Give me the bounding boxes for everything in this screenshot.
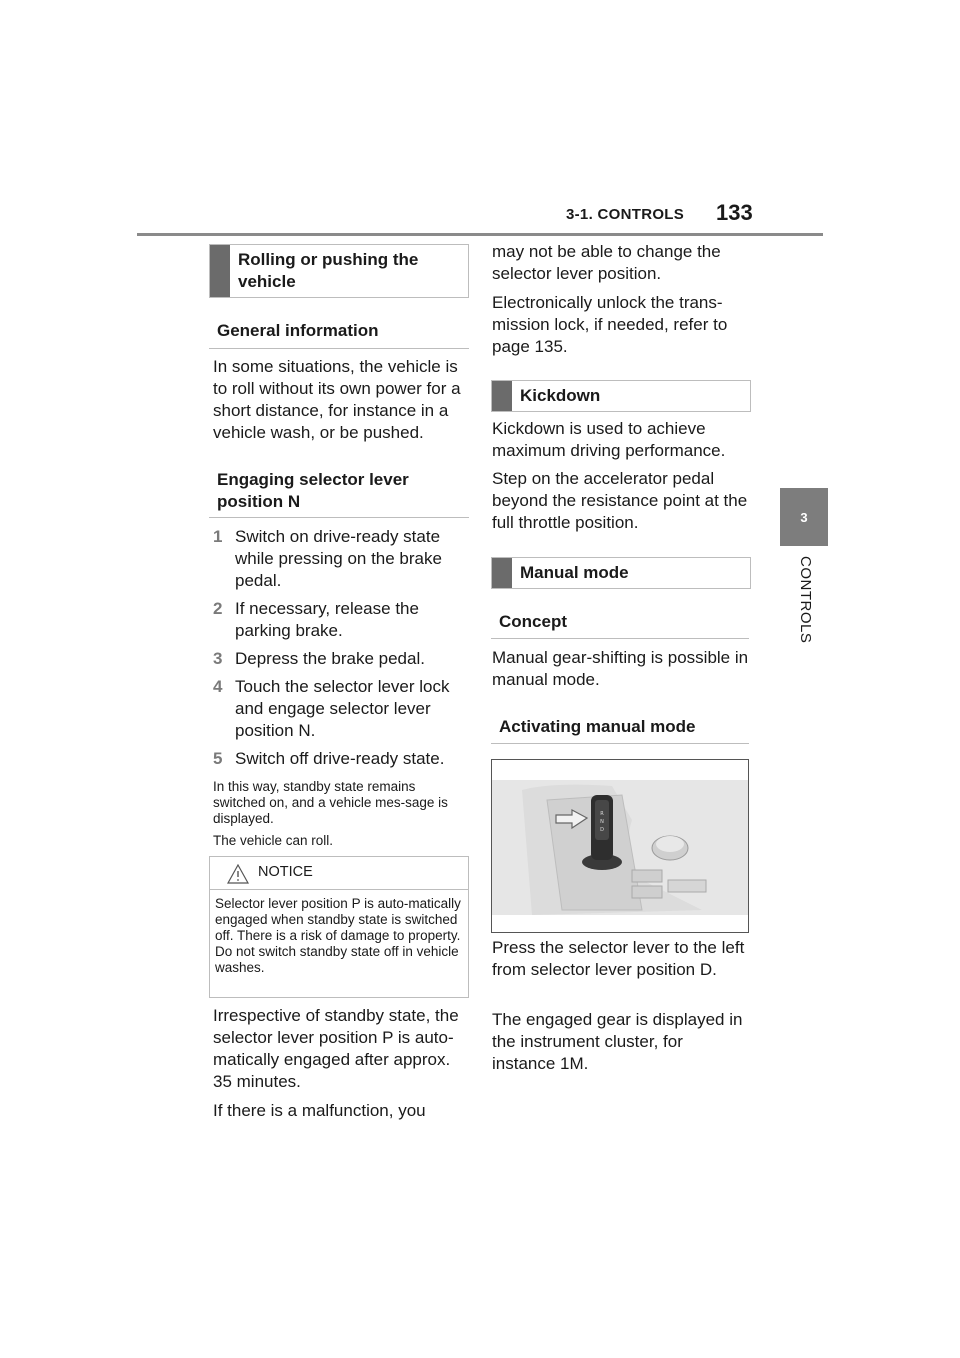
header-rule (137, 233, 823, 236)
chapter-tab: 3 (780, 488, 828, 546)
page-number: 133 (716, 200, 753, 225)
heading-rolling: Rolling or pushing the vehicle (238, 250, 419, 291)
heading-bar (492, 558, 512, 588)
heading-kickdown-box (491, 380, 751, 412)
notice-text: Selector lever position P is auto-matically engaged when standby state is switched off. There is a risk of damage to property. Do not switch standby state off in vehicle washes. (215, 896, 461, 975)
heading-kickdown: Kickdown (520, 386, 601, 405)
para-kickdown-2: Step on the accelerator pedal beyond the resistance point at the full throttle position. (492, 469, 748, 532)
step-text: Switch on drive-ready state while pressing on the brake pedal. (235, 527, 442, 590)
para-kickdown-1: Kickdown is used to achieve maximum driving performance. (492, 419, 726, 460)
steps-list (213, 526, 469, 770)
svg-text:R: R (600, 811, 604, 817)
para-continue: may not be able to change the selector lever position. (492, 242, 721, 283)
notice-label: NOTICE (258, 864, 313, 880)
note-roll: The vehicle can roll. (213, 833, 334, 848)
step-item (213, 676, 469, 742)
para-general: In some situations, the vehicle is to roll without its own power for a short distance, for instance in a vehicle wash, or be pushed. (213, 357, 461, 442)
para-press: Press the selector lever to the left from selector lever position D. (492, 938, 745, 979)
gear-selector-image (492, 760, 748, 932)
step-text: Depress the brake pedal. (235, 649, 425, 668)
subheading-general: General information (209, 320, 469, 349)
step-item (213, 526, 469, 592)
step-number: 2 (213, 599, 223, 618)
selector-lever-illustration (491, 759, 749, 933)
subheading-activating: Activating manual mode (491, 716, 749, 744)
note-standby: In this way, standby state remains switched on, and a vehicle mes-sage is displayed. (213, 779, 448, 826)
heading-bar (210, 245, 230, 297)
warning-triangle-icon (227, 864, 249, 884)
step-item (213, 648, 469, 670)
section-title: 3-1. CONTROLS (566, 206, 685, 223)
para-unlock: Electronically unlock the trans-mission lock, if needed, refer to page 135. (492, 293, 728, 356)
subheading-concept: Concept (491, 611, 749, 639)
step-text: If necessary, release the parking brake. (235, 599, 419, 640)
step-text: Touch the selector lever lock and engage selector lever position N. (235, 677, 450, 740)
heading-manual-box (491, 557, 751, 589)
step-text: Switch off drive-ready state. (235, 749, 445, 768)
para-concept: Manual gear-shifting is possible in manual mode. (492, 648, 749, 689)
subheading-engaging: Engaging selector lever position N (209, 469, 469, 518)
step-item (213, 598, 469, 642)
notice-box (209, 856, 469, 998)
svg-text:N: N (600, 819, 604, 825)
heading-bar (492, 381, 512, 411)
heading-manual: Manual mode (520, 563, 629, 582)
step-number: 5 (213, 749, 223, 768)
heading-rolling-box (209, 244, 469, 298)
para-malfunction: If there is a malfunction, you (213, 1101, 426, 1120)
para-engaged: The engaged gear is displayed in the instrument cluster, for instance 1M. (492, 1010, 743, 1073)
step-number: 3 (213, 649, 223, 668)
step-item (213, 748, 469, 770)
chapter-label: CONTROLS (797, 556, 814, 644)
notice-header (210, 857, 468, 890)
step-number: 1 (213, 527, 223, 546)
step-number: 4 (213, 677, 223, 696)
para-irrespective: Irrespective of standby state, the selector lever position P is auto-matically engaged after approx. 35 minutes. (213, 1006, 459, 1091)
svg-text:D: D (600, 827, 604, 833)
